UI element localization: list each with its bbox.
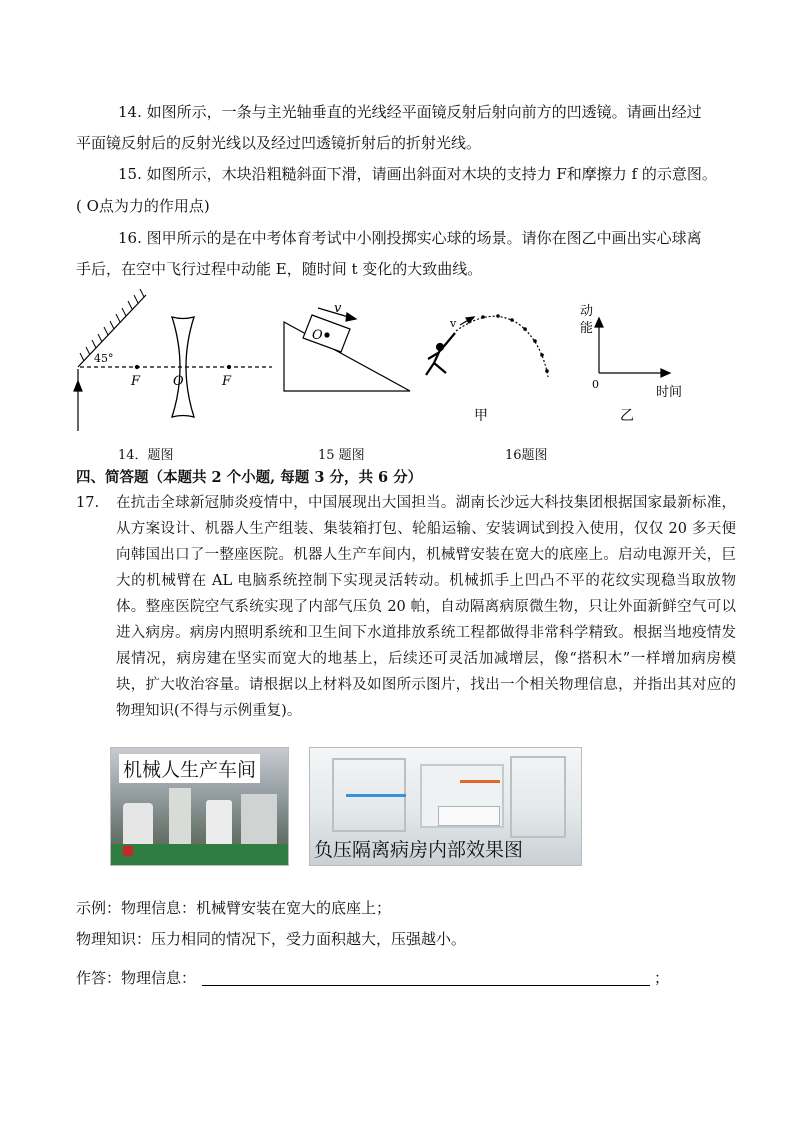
fig14-focus-right: F	[222, 374, 232, 389]
fig16-y-label-1: 动	[580, 304, 594, 319]
focus-right-dot	[228, 366, 231, 369]
answer-label: 作答：物理信息：	[76, 969, 197, 987]
section-title: 四、简答题（本题共 2 个小题, 每题 3 分，共 6 分）	[76, 469, 423, 486]
q16-line1: 16. 图甲所示的是在中考体育考试中小刚投掷实心球的场景。请你在图乙中画出实心球离	[118, 229, 702, 247]
example-knowledge: 物理知识：压力相同的情况下，受力面积越大，压强越小。	[76, 930, 467, 948]
velocity-arrowhead	[346, 313, 356, 321]
fig16-axes	[595, 318, 670, 377]
fig16-origin: 0	[592, 378, 599, 391]
fig14-angle: 45°	[94, 352, 114, 365]
fig14-optical-center: O	[173, 374, 184, 389]
q17	[76, 490, 736, 724]
incident-arrow	[74, 381, 82, 391]
q16-line2: 手后，在空中飞行过程中动能 E，随时间 t 变化的大致曲线。	[76, 260, 483, 278]
fig16-x-label: 时间	[656, 385, 683, 400]
fig15-o: O	[312, 328, 323, 343]
fig15-caption: 15 题图	[318, 448, 365, 463]
fig16-yi-label: 乙	[620, 408, 634, 424]
fig15-v: v	[334, 301, 342, 316]
q14-line2: 平面镜反射后的反射光线以及经过凹透镜折射后的折射光线。	[76, 134, 482, 152]
q15-line2: ( O点为力的作用点)	[76, 197, 210, 215]
fig16-caption: 16题图	[505, 448, 548, 463]
answer-line[interactable]	[202, 985, 650, 986]
q15-line1: 15. 如图所示，木块沿粗糙斜面下滑，请画出斜面对木块的支持力 F和摩擦力 f 的示意图。	[118, 165, 717, 183]
q14-line1: 14. 如图所示，一条与主光轴垂直的光线经平面镜反射后射向前方的凹透镜。请画出经过	[118, 103, 702, 121]
concave-lens	[172, 317, 194, 417]
q17-text: 在抗击全球新冠肺炎疫情中，中国展现出大国担当。湖南长沙远大科技集团根据国家最新标准，从方案设计、机器人生产组装、集装箱打包、轮船运输、安装调试到投入使用，仅仅 20 多天便向韩国出口了一整座医院。机器人生产车间内，机械臂安装在宽大的底座上。启动电源开关，巨大的机械臂在 AL 电脑系统控制下实现灵活转动。机械抓手上凹凸不平的花纹实现稳当取放物体。整座医院空气系统实现了内部气压负 20 帕，自动隔离病原微生物，只让外面新鲜空气可以进入病房。病房内照明系统和卫生间下水道排放系统工程都做得非常科学精致。根据当地疫情发展情况，病房建在坚实而宽大的地基上，后续还可灵活加减增层，像“搭积木”一样增加病房模块，扩大收治容量。请根据以上材料及如图所示图片，找出一个相关物理信息，并指出其对应的物理知识(不得与示例重复)。	[116, 495, 736, 719]
fig16-y-label-2: 能	[580, 321, 594, 336]
mirror-hatching	[80, 289, 144, 361]
fig14-caption: 14．题图	[118, 448, 174, 463]
example-info: 示例：物理信息：机械臂安装在宽大的底座上；	[76, 899, 392, 917]
isolation-ward-photo	[309, 747, 582, 866]
fig16-jia-label: 甲	[474, 408, 488, 424]
block-center-dot	[325, 333, 329, 337]
thrower-figure	[426, 333, 455, 375]
fig14-focus-left: F	[131, 374, 141, 389]
photo2-caption: 负压隔离病房内部效果图	[314, 839, 524, 861]
focus-left-dot	[136, 366, 139, 369]
figures-row	[0, 285, 794, 465]
q17-number: 17.	[76, 495, 100, 511]
fig16-throw-scene	[426, 314, 549, 377]
robot-workshop-photo	[110, 747, 289, 866]
ball-trajectory	[456, 316, 548, 377]
answer-end: ；	[654, 969, 670, 987]
fig16-v: v	[450, 317, 457, 330]
trajectory-dots	[467, 314, 549, 373]
photo1-caption: 机械人生产车间	[119, 754, 260, 783]
fig15-diagram	[284, 308, 410, 391]
